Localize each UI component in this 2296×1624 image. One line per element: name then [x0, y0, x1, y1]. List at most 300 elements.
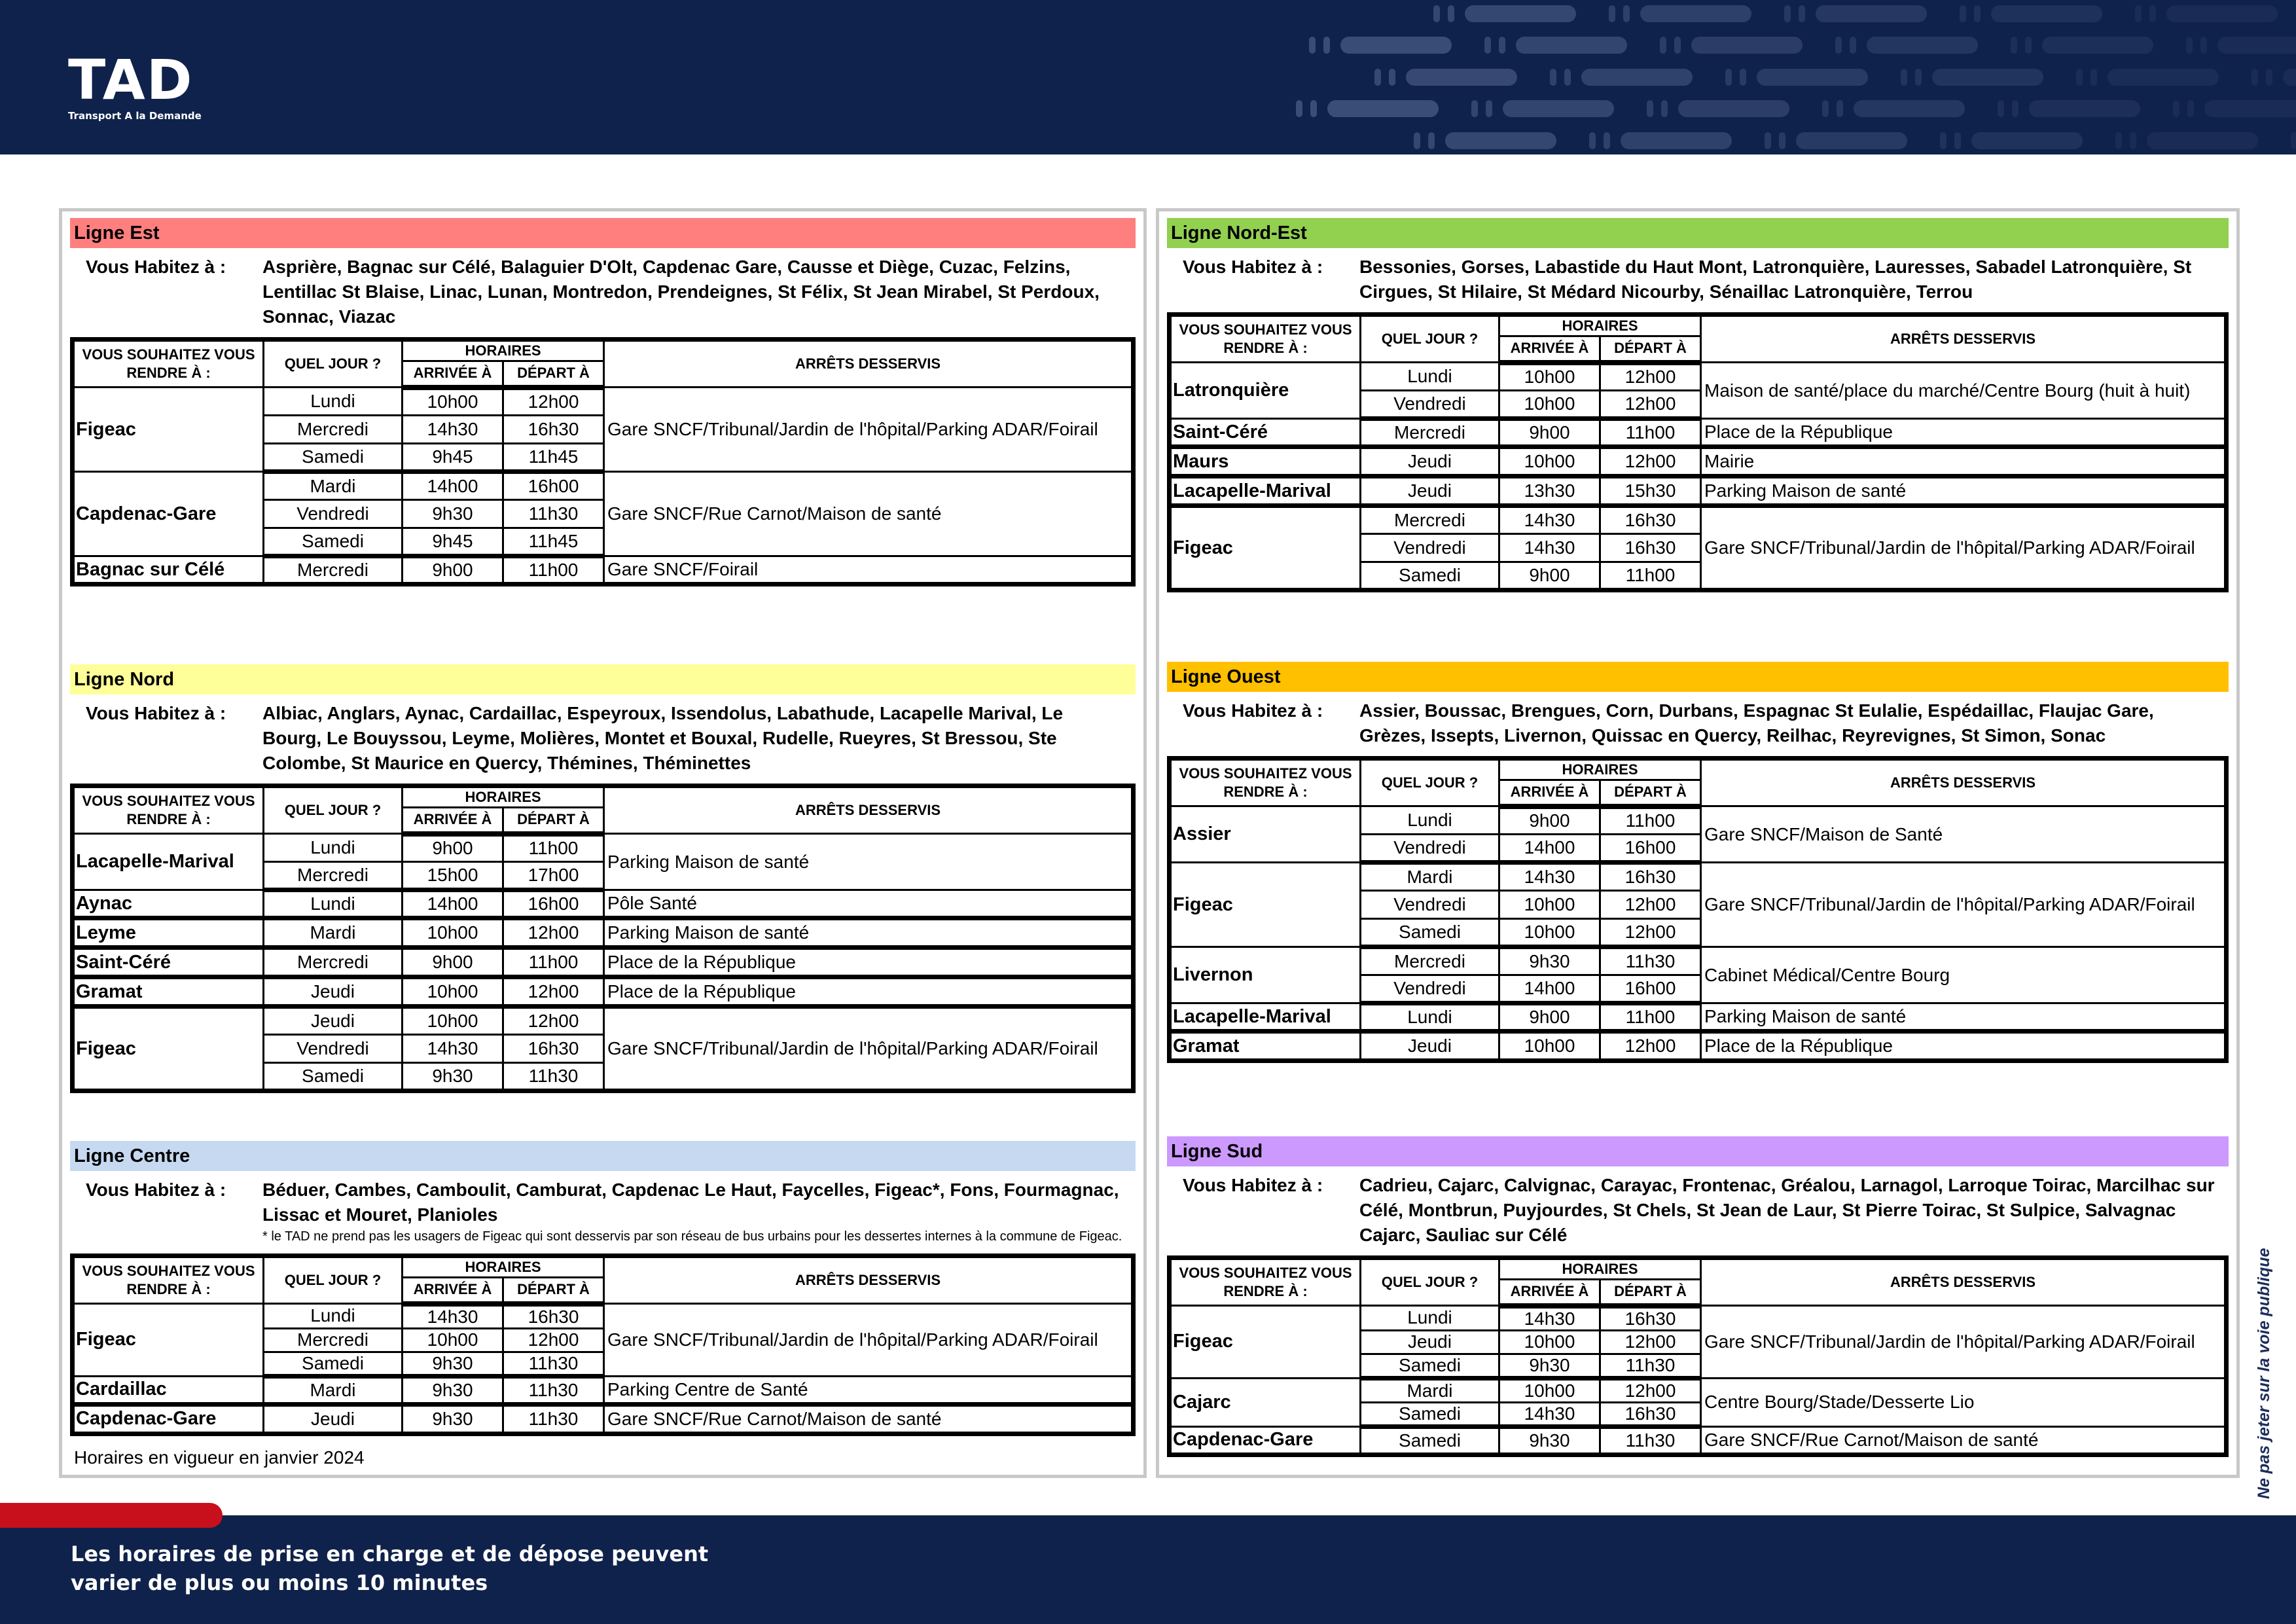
schedule-row — [1170, 1032, 2227, 1061]
pattern-pill — [1691, 37, 1803, 54]
departure-cell: 12h00 — [1600, 1378, 1701, 1402]
destination-cell: Cardaillac — [73, 1376, 264, 1404]
departure-cell: 11h45 — [503, 444, 604, 472]
destination-cell: Figeac — [73, 388, 264, 472]
departure-cell: 12h00 — [503, 1007, 604, 1035]
arrival-cell: 9h00 — [403, 834, 503, 862]
departure-cell: 11h00 — [1600, 419, 1701, 447]
header-row — [73, 340, 1134, 361]
schedule-row — [1170, 1306, 2227, 1331]
day-cell: Lundi — [264, 890, 403, 918]
pattern-dot — [1822, 100, 1829, 117]
arrival-cell: 9h30 — [1499, 1354, 1600, 1378]
schedule-row — [73, 1304, 1134, 1329]
departure-cell: 16h30 — [503, 1035, 604, 1063]
pattern-dot — [1974, 5, 1981, 22]
schedule-row — [73, 472, 1134, 500]
pattern-dot — [2187, 100, 2194, 117]
schedule-row — [1170, 363, 2227, 391]
pattern-dot — [1901, 69, 1907, 86]
arrival-cell: 14h00 — [1499, 975, 1600, 1003]
arrival-cell: 10h00 — [1499, 391, 1600, 419]
pattern-dot — [2173, 100, 2179, 117]
residence-towns — [70, 701, 1136, 776]
schedule-row — [73, 977, 1134, 1007]
day-cell: Lundi — [264, 388, 403, 416]
stops-cell: Parking Maison de santé — [1701, 1003, 2227, 1032]
pattern-pill — [1867, 37, 1978, 54]
arrival-cell: 10h00 — [1499, 447, 1600, 477]
pattern-pill — [1516, 37, 1627, 54]
departure-cell: 16h30 — [503, 416, 604, 444]
schedule-row — [1170, 419, 2227, 447]
day-cell: Jeudi — [1361, 1330, 1499, 1354]
pattern-pill — [1340, 37, 1452, 54]
pattern-dot — [1954, 132, 1961, 149]
section-ligne-centre — [70, 1141, 1136, 1436]
header-row — [1170, 1258, 2227, 1280]
departure-cell: 11h30 — [503, 1376, 604, 1404]
pattern-pill — [1971, 132, 2083, 149]
logo-subtitle: Transport A la Demande — [68, 110, 202, 122]
departure-cell: 16h30 — [1600, 534, 1701, 562]
arrival-cell: 9h45 — [403, 444, 503, 472]
pattern-dot — [2200, 37, 2207, 54]
departure-cell: 12h00 — [503, 1328, 604, 1352]
line-title-bar: Ligne Nord-Est — [1167, 218, 2229, 248]
departure-cell: 11h00 — [503, 948, 604, 977]
pattern-dot — [1623, 5, 1630, 22]
habitez-label: Vous Habitez à : — [86, 703, 226, 723]
day-cell: Mardi — [264, 918, 403, 948]
pattern-pill — [2217, 37, 2296, 54]
departure-cell: 15h30 — [1600, 477, 1701, 506]
day-cell: Samedi — [1361, 919, 1499, 947]
departure-cell: 16h30 — [1600, 1402, 1701, 1426]
pattern-dot — [1837, 100, 1843, 117]
pattern-dot — [1850, 37, 1856, 54]
day-cell: Samedi — [1361, 1426, 1499, 1454]
pattern-dot — [1835, 37, 1842, 54]
schedule-row — [1170, 447, 2227, 477]
departure-cell: 12h00 — [1600, 1032, 1701, 1061]
col-header-arrival: ARRIVÉE À — [1499, 336, 1600, 363]
pattern-dot — [1389, 69, 1395, 86]
pattern-dot — [1765, 132, 1771, 149]
pattern-dot — [1647, 100, 1653, 117]
pattern-dot — [1725, 69, 1732, 86]
side-note: Ne pas jeter sur la voie publique — [2255, 1248, 2273, 1499]
pattern-dot — [2149, 5, 2156, 22]
pattern-pill — [1327, 100, 1439, 117]
departure-cell: 12h00 — [1600, 447, 1701, 477]
col-header-day: QUEL JOUR ? — [264, 340, 403, 388]
pattern-dot — [1564, 69, 1571, 86]
day-cell: Mardi — [264, 1376, 403, 1404]
towns-list: Albiac, Anglars, Aynac, Cardaillac, Espeyroux, Issendolus, Labathude, Lacapelle Marival, Le Bourg, Le Bouyssou, Leyme, Molières, Montet et Bouxal, Rudelle, Rueyres, St Bressou, Ste Colombe, St Maurice en Quercy, Thémines, Théminettes — [262, 703, 1064, 773]
arrival-cell: 14h30 — [403, 1035, 503, 1063]
pattern-dot — [2135, 5, 2142, 22]
day-cell: Mercredi — [1361, 419, 1499, 447]
destination-cell: Capdenac-Gare — [1170, 1426, 1361, 1454]
arrival-cell: 10h00 — [1499, 891, 1600, 919]
stops-cell: Place de la République — [1701, 419, 2227, 447]
day-cell: Vendredi — [1361, 534, 1499, 562]
day-cell: Lundi — [264, 834, 403, 862]
col-header-day: QUEL JOUR ? — [264, 786, 403, 834]
stops-cell: Pôle Santé — [604, 890, 1134, 918]
col-header-destination: VOUS SOUHAITEZ VOUS RENDRE À : — [1170, 1258, 1361, 1306]
pattern-dot — [1799, 5, 1805, 22]
day-cell: Vendredi — [264, 500, 403, 528]
destination-cell: Figeac — [1170, 506, 1361, 590]
departure-cell: 16h30 — [1600, 863, 1701, 891]
stops-cell: Gare SNCF/Foirail — [604, 556, 1134, 585]
departure-cell: 12h00 — [1600, 891, 1701, 919]
pattern-dot — [1414, 132, 1420, 149]
pattern-dot — [2115, 132, 2122, 149]
pattern-dot — [1589, 132, 1596, 149]
destination-cell: Bagnac sur Célé — [73, 556, 264, 585]
col-header-arrival: ARRIVÉE À — [1499, 1280, 1600, 1306]
line-title-bar: Ligne Sud — [1167, 1136, 2229, 1166]
pattern-dot — [2251, 69, 2258, 86]
departure-cell: 12h00 — [503, 388, 604, 416]
pattern-pill — [1503, 100, 1614, 117]
day-cell: Vendredi — [1361, 975, 1499, 1003]
col-header-day: QUEL JOUR ? — [1361, 759, 1499, 806]
destination-cell: Capdenac-Gare — [73, 472, 264, 556]
footer-line-1: Les horaires de prise en charge et de dépose peuvent — [71, 1542, 709, 1566]
destination-cell: Assier — [1170, 806, 1361, 863]
day-cell: Jeudi — [1361, 1032, 1499, 1061]
day-cell: Mercredi — [264, 556, 403, 585]
pattern-dot — [1486, 100, 1492, 117]
arrival-cell: 9h00 — [403, 556, 503, 585]
stops-cell: Gare SNCF/Tribunal/Jardin de l'hôpital/Parking ADAR/Foirail — [1701, 1306, 2227, 1379]
header-row — [73, 1256, 1134, 1278]
pattern-dot — [1960, 5, 1966, 22]
stops-cell: Gare SNCF/Tribunal/Jardin de l'hôpital/Parking ADAR/Foirail — [604, 1304, 1134, 1377]
col-header-schedule: HORAIRES — [403, 1256, 604, 1278]
col-header-destination: VOUS SOUHAITEZ VOUS RENDRE À : — [73, 340, 264, 388]
habitez-label: Vous Habitez à : — [86, 1180, 226, 1200]
departure-cell: 11h30 — [1600, 947, 1701, 975]
departure-cell: 16h30 — [503, 1304, 604, 1329]
arrival-cell: 14h30 — [1499, 506, 1600, 534]
stops-cell: Maison de santé/place du marché/Centre Bourg (huit à huit) — [1701, 363, 2227, 419]
col-header-departure: DÉPART À — [1600, 336, 1701, 363]
pattern-dot — [1310, 100, 1317, 117]
col-header-schedule: HORAIRES — [1499, 1258, 1701, 1280]
pattern-dot — [1674, 37, 1681, 54]
residence-towns — [1167, 698, 2229, 748]
destination-cell: Saint-Céré — [1170, 419, 1361, 447]
left-panel — [59, 208, 1147, 1478]
section-ligne-sud — [1167, 1136, 2229, 1457]
departure-cell: 16h00 — [503, 890, 604, 918]
pattern-dot — [2090, 69, 2097, 86]
pattern-dot — [1784, 5, 1791, 22]
destination-cell: Figeac — [1170, 1306, 1361, 1379]
arrival-cell: 9h30 — [403, 1063, 503, 1091]
stops-cell: Gare SNCF/Rue Carnot/Maison de santé — [604, 472, 1134, 556]
col-header-stops: ARRÊTS DESSERVIS — [604, 340, 1134, 388]
departure-cell: 11h30 — [503, 1404, 604, 1434]
pattern-pill — [1932, 69, 2043, 86]
col-header-schedule: HORAIRES — [403, 786, 604, 808]
col-header-departure: DÉPART À — [503, 808, 604, 834]
arrival-cell: 14h30 — [403, 1304, 503, 1329]
schedule-row — [73, 388, 1134, 416]
habitez-label: Vous Habitez à : — [1183, 257, 1323, 277]
day-cell: Samedi — [264, 1063, 403, 1091]
schedule-row — [73, 1376, 1134, 1404]
schedule-row — [73, 1404, 1134, 1434]
arrival-cell: 14h00 — [403, 472, 503, 500]
departure-cell: 11h30 — [503, 1352, 604, 1376]
departure-cell: 11h30 — [503, 500, 604, 528]
arrival-cell: 10h00 — [1499, 1378, 1600, 1402]
pattern-dot — [1448, 5, 1454, 22]
schedule-row — [73, 834, 1134, 862]
arrival-cell: 9h00 — [1499, 806, 1600, 835]
pattern-dot — [2012, 100, 2018, 117]
departure-cell: 16h30 — [1600, 1306, 1701, 1331]
destination-cell: Maurs — [1170, 447, 1361, 477]
col-header-departure: DÉPART À — [1600, 780, 1701, 806]
arrival-cell: 9h45 — [403, 528, 503, 556]
pattern-pill — [2029, 100, 2140, 117]
col-header-arrival: ARRIVÉE À — [1499, 780, 1600, 806]
validity-note: Horaires en vigueur en janvier 2024 — [74, 1447, 365, 1468]
towns-list: Assier, Boussac, Brengues, Corn, Durbans, Espagnac St Eulalie, Espédaillac, Flaujac Gare, Grèzes, Issepts, Livernon, Quissac en Quercy, Reilhac, Reyrevignes, St Simon, Sonac — [1359, 700, 2154, 746]
schedule-table — [70, 337, 1136, 586]
col-header-destination: VOUS SOUHAITEZ VOUS RENDRE À : — [1170, 759, 1361, 806]
towns-list: Asprière, Bagnac sur Célé, Balaguier D'Olt, Capdenac Gare, Causse et Diège, Cuzac, Felzins, Lentillac St Blaise, Linac, Lunan, Montredon, Prendeignes, St Félix, St Jean Mirabel, St Perdoux, Sonnac, Viazac — [262, 257, 1100, 327]
col-header-stops: ARRÊTS DESSERVIS — [1701, 315, 2227, 363]
arrival-cell: 9h30 — [1499, 947, 1600, 975]
schedule-row — [1170, 806, 2227, 835]
pattern-dot — [1998, 100, 2004, 117]
col-header-arrival: ARRIVÉE À — [403, 1278, 503, 1304]
departure-cell: 11h00 — [503, 556, 604, 585]
residence-towns — [1167, 255, 2229, 304]
departure-cell: 11h30 — [1600, 1426, 1701, 1454]
pattern-dot — [1309, 37, 1316, 54]
stops-cell: Gare SNCF/Tribunal/Jardin de l'hôpital/Parking ADAR/Foirail — [604, 1007, 1134, 1091]
arrival-cell: 10h00 — [403, 918, 503, 948]
col-header-stops: ARRÊTS DESSERVIS — [1701, 1258, 2227, 1306]
pattern-pill — [2166, 5, 2278, 22]
pattern-pill — [1816, 5, 1927, 22]
pattern-dot — [2076, 69, 2083, 86]
arrival-cell: 14h30 — [403, 416, 503, 444]
destination-cell: Figeac — [73, 1007, 264, 1091]
departure-cell: 12h00 — [1600, 363, 1701, 391]
schedule-row — [73, 1007, 1134, 1035]
day-cell: Mercredi — [264, 948, 403, 977]
pattern-pill — [1445, 132, 1556, 149]
pattern-pill — [1406, 69, 1517, 86]
pattern-pill — [1991, 5, 2102, 22]
destination-cell: Figeac — [73, 1304, 264, 1377]
pattern-pill — [1640, 5, 1751, 22]
col-header-arrival: ARRIVÉE À — [403, 361, 503, 388]
arrival-cell: 9h30 — [403, 500, 503, 528]
departure-cell: 12h00 — [503, 977, 604, 1007]
day-cell: Mercredi — [264, 416, 403, 444]
pattern-pill — [1796, 132, 1907, 149]
right-panel — [1156, 208, 2240, 1478]
col-header-schedule: HORAIRES — [1499, 759, 1701, 780]
footer-notice — [71, 1540, 708, 1597]
residence-towns — [1167, 1173, 2229, 1248]
schedule-row — [73, 918, 1134, 948]
destination-cell: Figeac — [1170, 863, 1361, 947]
section-ligne-ouest — [1167, 662, 2229, 1063]
arrival-cell: 9h30 — [403, 1376, 503, 1404]
arrival-cell: 9h00 — [1499, 562, 1600, 590]
pattern-dot — [1323, 37, 1330, 54]
departure-cell: 12h00 — [1600, 1330, 1701, 1354]
day-cell: Samedi — [1361, 1402, 1499, 1426]
col-header-schedule: HORAIRES — [1499, 315, 1701, 336]
departure-cell: 12h00 — [503, 918, 604, 948]
destination-cell: Capdenac-Gare — [73, 1404, 264, 1434]
footnote: * le TAD ne prend pas les usagers de Figeac qui sont desservis par son réseau de bus urbains pour les dessertes internes à la commune de Figeac. — [262, 1229, 1122, 1244]
schedule-row — [1170, 1003, 2227, 1032]
departure-cell: 11h00 — [1600, 1003, 1701, 1032]
arrival-cell: 14h30 — [1499, 1402, 1600, 1426]
col-header-stops: ARRÊTS DESSERVIS — [604, 1256, 1134, 1304]
departure-cell: 12h00 — [1600, 391, 1701, 419]
pattern-pill — [1678, 100, 1789, 117]
day-cell: Mercredi — [264, 862, 403, 890]
pattern-dot — [1499, 37, 1505, 54]
day-cell: Lundi — [1361, 363, 1499, 391]
stops-cell: Place de la République — [604, 977, 1134, 1007]
stops-cell: Cabinet Médical/Centre Bourg — [1701, 947, 2227, 1003]
day-cell: Jeudi — [264, 1404, 403, 1434]
destination-cell: Lacapelle-Marival — [1170, 1003, 1361, 1032]
header-banner — [0, 0, 2296, 154]
stops-cell: Mairie — [1701, 447, 2227, 477]
section-ligne-nord-est — [1167, 218, 2229, 592]
tad-logo — [68, 48, 202, 122]
arrival-cell: 9h00 — [1499, 419, 1600, 447]
logo-text: TAD — [68, 48, 194, 112]
arrival-cell: 10h00 — [1499, 363, 1600, 391]
stops-cell: Gare SNCF/Rue Carnot/Maison de santé — [604, 1404, 1134, 1434]
residence-towns — [70, 255, 1136, 329]
departure-cell: 11h30 — [503, 1063, 604, 1091]
pattern-dot — [2186, 37, 2193, 54]
schedule-table — [1167, 1255, 2229, 1457]
arrival-cell: 9h00 — [1499, 1003, 1600, 1032]
towns-list: Cadrieu, Cajarc, Calvignac, Carayac, Frontenac, Gréalou, Larnagol, Larroque Toirac, Marcilhac sur Célé, Montbrun, Puyjourdes, St Chels, St Jean de Laur, St Pierre Toirac, St Sulpice, Salvagnac Cajarc, Sauliac sur Célé — [1359, 1175, 2215, 1245]
stops-cell: Parking Centre de Santé — [604, 1376, 1134, 1404]
departure-cell: 11h00 — [1600, 806, 1701, 835]
habitez-label: Vous Habitez à : — [1183, 1175, 1323, 1195]
arrival-cell: 9h30 — [1499, 1426, 1600, 1454]
pattern-pill — [2108, 69, 2219, 86]
stops-cell: Centre Bourg/Stade/Desserte Lio — [1701, 1378, 2227, 1426]
schedule-row — [1170, 506, 2227, 534]
pattern-dot — [2291, 132, 2296, 149]
stops-cell: Parking Maison de santé — [604, 918, 1134, 948]
pattern-pill — [1581, 69, 1693, 86]
header-row — [1170, 759, 2227, 780]
destination-cell: Leyme — [73, 918, 264, 948]
schedule-row — [1170, 1426, 2227, 1454]
schedule-row — [1170, 947, 2227, 975]
stops-cell: Gare SNCF/Tribunal/Jardin de l'hôpital/Parking ADAR/Foirail — [604, 388, 1134, 472]
departure-cell: 16h00 — [1600, 835, 1701, 863]
footer-accent-tab — [0, 1503, 223, 1528]
destination-cell: Gramat — [73, 977, 264, 1007]
departure-cell: 11h00 — [1600, 562, 1701, 590]
col-header-stops: ARRÊTS DESSERVIS — [1701, 759, 2227, 806]
stops-cell: Place de la République — [604, 948, 1134, 977]
pattern-dot — [1296, 100, 1302, 117]
pattern-dot — [2011, 37, 2017, 54]
arrival-cell: 10h00 — [1499, 919, 1600, 947]
day-cell: Samedi — [1361, 1354, 1499, 1378]
pattern-pill — [1621, 132, 1732, 149]
pattern-dot — [2130, 132, 2136, 149]
pattern-pill — [1757, 69, 1868, 86]
pattern-dot — [1779, 132, 1785, 149]
day-cell: Mardi — [264, 472, 403, 500]
arrival-cell: 10h00 — [1499, 1032, 1600, 1061]
destination-cell: Saint-Céré — [73, 948, 264, 977]
stops-cell: Gare SNCF/Tribunal/Jardin de l'hôpital/Parking ADAR/Foirail — [1701, 506, 2227, 590]
destination-cell: Livernon — [1170, 947, 1361, 1003]
stops-cell: Gare SNCF/Maison de Santé — [1701, 806, 2227, 863]
day-cell: Mardi — [1361, 863, 1499, 891]
departure-cell: 16h00 — [503, 472, 604, 500]
stops-cell: Place de la République — [1701, 1032, 2227, 1061]
stops-cell: Parking Maison de santé — [1701, 477, 2227, 506]
departure-cell: 11h45 — [503, 528, 604, 556]
pattern-dot — [1484, 37, 1491, 54]
arrival-cell: 10h00 — [403, 1328, 503, 1352]
col-header-day: QUEL JOUR ? — [1361, 315, 1499, 363]
pattern-pill — [2204, 100, 2296, 117]
day-cell: Mercredi — [1361, 947, 1499, 975]
pattern-dot — [1433, 5, 1440, 22]
col-header-destination: VOUS SOUHAITEZ VOUS RENDRE À : — [1170, 315, 1361, 363]
habitez-label: Vous Habitez à : — [1183, 700, 1323, 721]
departure-cell: 16h00 — [1600, 975, 1701, 1003]
destination-cell: Cajarc — [1170, 1378, 1361, 1426]
pattern-dot — [2266, 69, 2272, 86]
pattern-dot — [1740, 69, 1746, 86]
schedule-row — [1170, 477, 2227, 506]
decorative-dash-pattern — [1296, 0, 2296, 154]
day-cell: Samedi — [1361, 562, 1499, 590]
departure-cell: 11h30 — [1600, 1354, 1701, 1378]
pattern-dot — [1428, 132, 1435, 149]
pattern-pill — [2147, 132, 2258, 149]
section-ligne-est — [70, 218, 1136, 586]
towns-list: Bessonies, Gorses, Labastide du Haut Mont, Latronquière, Lauresses, Sabadel Latronquière, St Cirgues, St Hilaire, St Médard Nicourby, Sénaillac Latronquière, Terrou — [1359, 257, 2192, 302]
col-header-departure: DÉPART À — [503, 1278, 604, 1304]
arrival-cell: 14h30 — [1499, 1306, 1600, 1331]
col-header-day: QUEL JOUR ? — [264, 1256, 403, 1304]
schedule-table — [70, 1254, 1136, 1436]
